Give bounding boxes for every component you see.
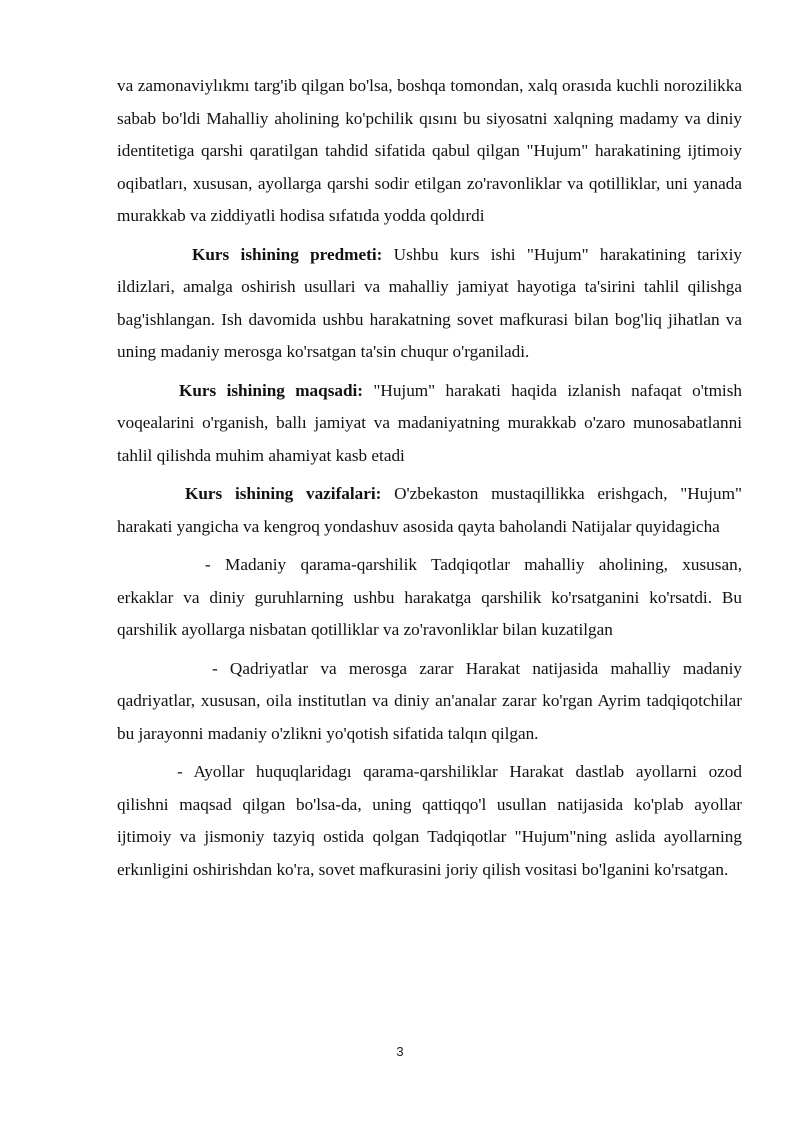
paragraph-text: O'zbekaston mustaqillikka erishgach, "Hujum" harakati yangicha va kengroq yondashuv asosida qayta baholandi Natijalar quyidagicha (117, 484, 743, 536)
paragraph-text: "Hujum" harakati haqida izlanish nafaqat o'tmish voqealarini o'rganish, ballı jamiyat va madaniyatning murakkab o'zaro munosabatlanni tahlil qilishda muhim ahamiyat kasb etadi (117, 380, 742, 465)
paragraph-course-subject (117, 239, 742, 369)
paragraph-course-tasks (117, 478, 742, 543)
paragraph-intro-continuation (117, 70, 742, 233)
list-item-womens-rights (117, 756, 742, 886)
section-heading-subject: Kurs ishining predmeti: (192, 244, 383, 264)
section-heading-tasks: Kurs ishining vazifalari: (185, 484, 382, 503)
list-item-text: - Ayollar huquqlaridagı qarama-qarshiliklar Harakat dastlab ayollarni ozod qilishni maqsad qilgan bo'lsa-da, uning qattiqqo'l usullan natijasida ko'plab ayollar ijtimoiy va jismoniy tazyiq ostida qolgan Tadqiqotlar "Hujum"ning aslida ayollarning erkınligini oshirishdan ko'ra, sovet mafkurasini joriy qilish vositasi bo'lganini ko'rsatgan. (117, 762, 742, 879)
list-item-text: - Qadriyatlar va merosga zarar Harakat natijasida mahalliy madaniy qadriyatlar, xususan, oila institutlan va diniy an'analar zarar ko'rgan Ayrim tadqiqotchilar bu jarayonni madaniy o'zlikni yo'qotish sifatida talqın qilgan. (117, 658, 742, 743)
list-item-cultural-conflict (117, 549, 742, 647)
paragraph-course-goal (117, 375, 742, 473)
page-number: 3 (396, 1044, 404, 1059)
paragraph-text: Ushbu kurs ishi "Hujum" harakatining tarixiy ildizlari, amalga oshirish usullari va mahalliy jamiyat hayotiga ta'sirini tahlil qilishga bag'ishlangan. Ish davomida ushbu harakatning sovet mafkurasi bilan bog'liq jihatlan va uning madaniy merosga ko'rsatgan ta'sin chuqur o'rganiladi. (117, 244, 742, 361)
list-item-values-damage (117, 653, 742, 751)
document-page (117, 70, 742, 886)
section-heading-goal: Kurs ishining maqsadi: (179, 380, 364, 400)
paragraph-text: va zamonaviylıkmı targ'ib qilgan bo'lsa, boshqa tomondan, xalq orasıda kuchli norozilikka sabab bo'ldi Mahalliy aholining ko'pchilik qısını bu siyosatni xalqning madamy va diniy identitetiga qarshi qaratilgan tahdid sifatida qabul qilgan "Hujum" harakatining ijtimoiy oqibatları, xususan, ayollarga qarshi sodir etilgan zo'ravonliklar va qotilliklar, uni yanada murakkab va ziddiyatli hodisa sıfatıda yodda qoldırdi (117, 76, 742, 225)
list-item-text: - Madaniy qarama-qarshilik Tadqiqotlar mahalliy aholining, xususan, erkaklar va diniy guruhlarning ushbu harakatga qarshilik ko'rsatganini ko'rsatdi. Bu qarshilik ayollarga nisbatan qotilliklar va zo'ravonliklar bilan kuzatilgan (117, 555, 742, 639)
